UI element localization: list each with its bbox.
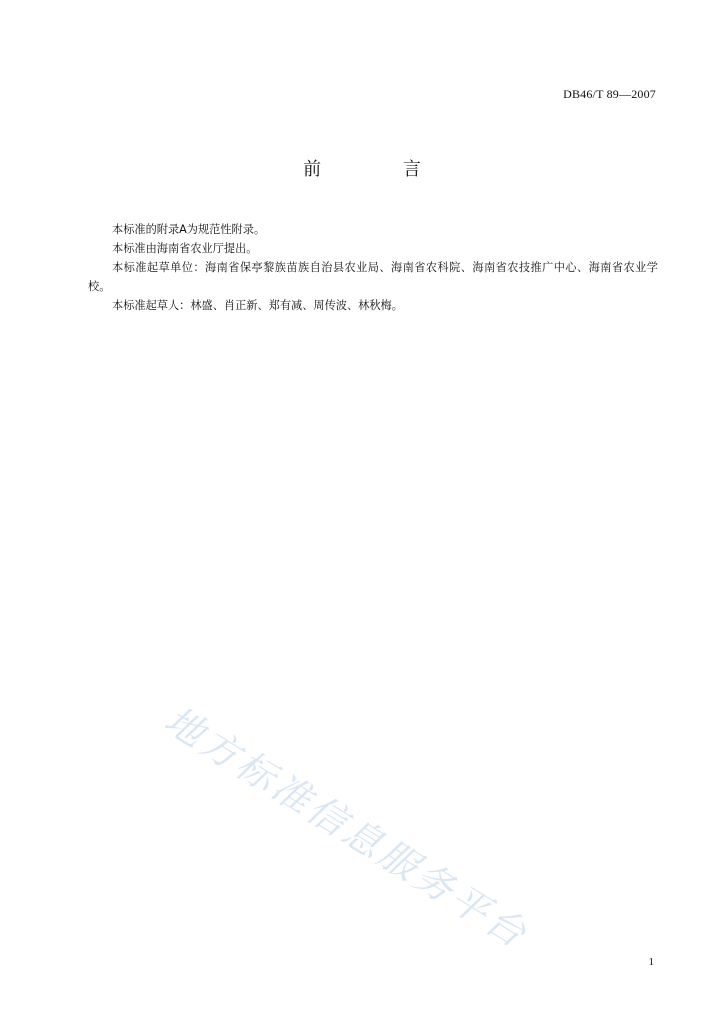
paragraph-drafters: 本标准起草人：林盛、肖正新、郑有减、周传波、林秋梅。	[112, 299, 403, 312]
standard-code: DB46/T 89—2007	[563, 87, 656, 101]
watermark: 地方标准信息服务平台	[156, 697, 537, 958]
page-number: 1	[648, 956, 654, 968]
paragraph-appendix: 本标准的附录A为规范性附录。	[112, 223, 266, 236]
paragraph-drafting-units: 本标准起草单位：海南省保亭黎族苗族自治县农业局、海南省农科院、海南省农技推广中心、海南省农业学校。	[88, 261, 658, 293]
page-title: 前 言	[303, 159, 459, 180]
paragraph-proposer: 本标准由海南省农业厅提出。	[112, 242, 258, 255]
foreword-body	[88, 220, 658, 315]
